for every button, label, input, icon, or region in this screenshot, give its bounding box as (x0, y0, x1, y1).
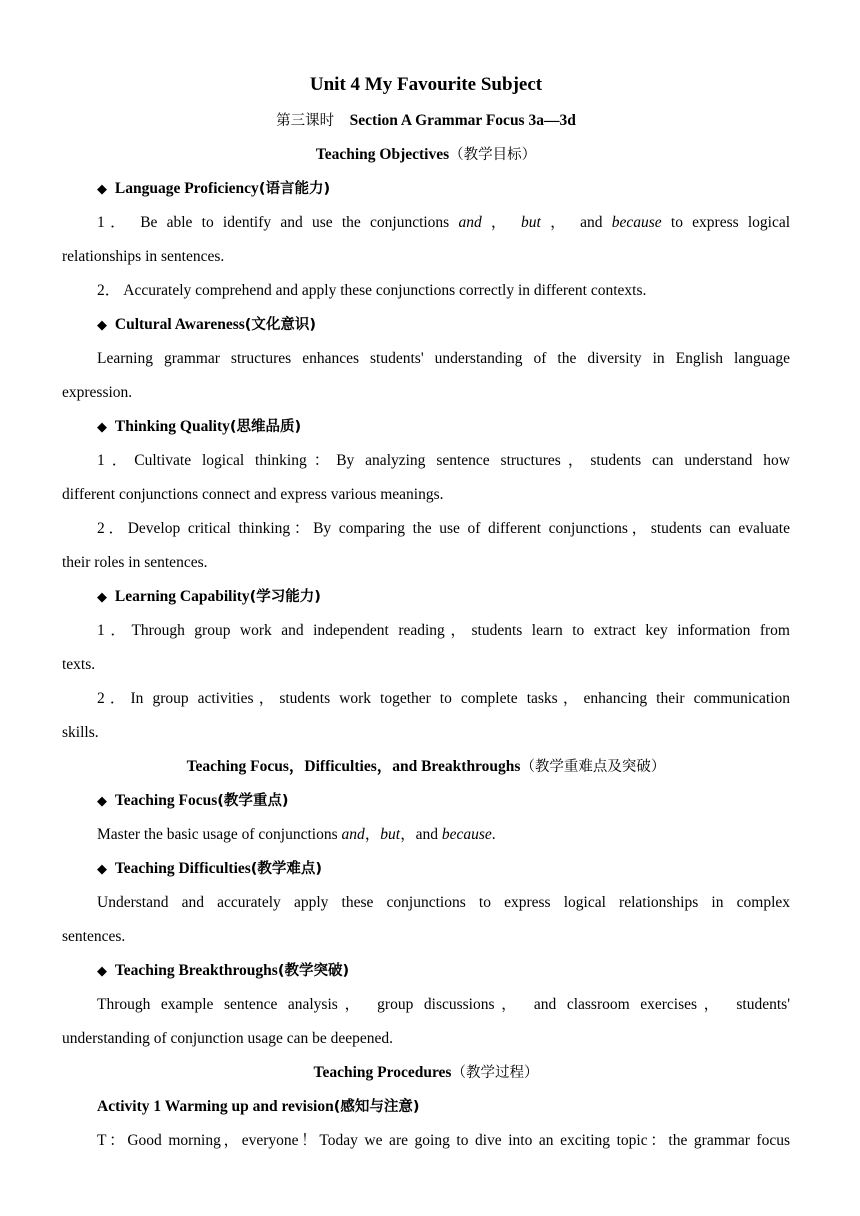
document-title: Unit 4 My Favourite Subject (309, 74, 543, 95)
document-page (62, 70, 790, 1158)
lesson-heading (62, 104, 790, 138)
item-text: . (491, 826, 496, 843)
diamond-bullet-icon: ◆ (97, 590, 107, 605)
thinking-item-1-cont: different conjunctions connect and express various meanings. (62, 486, 444, 503)
section-label: Language Proficiency (114, 180, 259, 197)
diamond-bullet-icon: ◆ (97, 794, 107, 809)
breakthroughs-text-1: Through example sentence analysis， group discussions， and classroom exercises， students' (97, 996, 790, 1013)
breakthroughs-text-2: understanding of conjunction usage can be deepened. (62, 1030, 393, 1047)
section-label: Learning Capability (114, 588, 250, 605)
section-label-cn: (语言能力) (258, 181, 331, 197)
section-label-cn: (教学突破) (277, 963, 350, 979)
cultural-text-1: Learning grammar structures enhances students' understanding of the diversity in English language (97, 350, 790, 367)
diamond-bullet-icon: ◆ (97, 318, 107, 333)
learning-item-2: 2．In group activities，students work together to complete tasks，enhancing their communication (97, 690, 790, 707)
section-label-cn: (教学难点) (250, 861, 323, 877)
item-text: ， (490, 214, 512, 231)
section-label-cn: (学习能力) (249, 589, 321, 605)
language-item-1-cont: relationships in sentences. (62, 248, 225, 265)
diamond-bullet-icon: ◆ (97, 862, 107, 877)
section-label: Cultural Awareness (114, 316, 245, 333)
procedures-heading-en: Teaching Procedures (313, 1064, 452, 1081)
thinking-item-2: 2．Develop critical thinking：By comparing the use of different conjunctions，students can evaluate (97, 520, 790, 537)
difficulties-text-1: Understand and accurately apply these conjunctions to express logical relationships in complex (97, 894, 790, 911)
objectives-heading-en: Teaching Objectives (315, 146, 450, 163)
keyword: and (458, 214, 482, 231)
keyword: but (521, 214, 541, 231)
teaching-focus-heading (62, 784, 790, 818)
thinking-quality-heading (62, 410, 790, 444)
item-text: ， and (550, 214, 612, 231)
procedure-text-1: T：Good morning，everyone！Today we are going to dive into an exciting topic：the grammar focus (97, 1132, 790, 1149)
keyword: and (341, 826, 365, 843)
diamond-bullet-icon: ◆ (97, 964, 107, 979)
section-label-cn: (文化意识) (244, 317, 317, 333)
cultural-text-2: expression. (62, 384, 133, 401)
activity-label: Activity 1 Warming up and revision (97, 1098, 334, 1115)
learning-capability-heading (62, 580, 790, 614)
language-item-2 (62, 274, 790, 308)
section-label: Thinking Quality (114, 418, 230, 435)
objectives-heading-cn: （教学目标） (449, 147, 537, 163)
keyword: but (380, 826, 401, 843)
activity-1-heading (62, 1090, 790, 1124)
focus-heading-en: Teaching Focus，Difficulties，and Breakthroughs (186, 758, 521, 775)
section-label-cn: (思维品质) (229, 419, 302, 435)
item-text: to express logical (670, 214, 791, 231)
section-label: Teaching Breakthroughs (114, 962, 278, 979)
lesson-number: 第三课时 (276, 113, 335, 129)
diamond-bullet-icon: ◆ (97, 420, 107, 435)
thinking-item-2-cont: their roles in sentences. (62, 554, 208, 571)
section-label: Teaching Focus (114, 792, 218, 809)
learning-item-2-cont: skills. (62, 724, 99, 741)
focus-heading-cn: （教学重难点及突破） (520, 759, 666, 775)
language-proficiency-heading (62, 172, 790, 206)
difficulties-text-2: sentences. (62, 928, 126, 945)
item-number: 1． (97, 214, 131, 231)
cultural-awareness-heading (62, 308, 790, 342)
section-label: Teaching Difficulties (114, 860, 251, 877)
item-text: ，and (400, 826, 442, 843)
learning-item-1-cont: texts. (62, 656, 96, 673)
procedures-heading (62, 1056, 790, 1090)
objectives-heading (62, 138, 790, 172)
diamond-bullet-icon: ◆ (97, 182, 107, 197)
procedures-heading-cn: （教学过程） (451, 1065, 539, 1081)
learning-item-1: 1．Through group work and independent reading，students learn to extract key information from (97, 622, 790, 639)
section-label-cn: (教学重点) (217, 793, 289, 809)
item-text: Be able to identify and use the conjunctions (140, 214, 459, 231)
item-number: 2． (97, 282, 121, 299)
item-text: Accurately comprehend and apply these conjunctions correctly in different contexts. (123, 282, 647, 299)
thinking-item-1: 1．Cultivate logical thinking：By analyzing sentence structures，students can understand how (97, 452, 790, 469)
language-item-1 (62, 206, 790, 240)
lesson-section: Section A Grammar Focus 3a—3d (349, 112, 576, 129)
item-text: ， (364, 826, 381, 843)
teaching-difficulties-heading (62, 852, 790, 886)
focus-heading (62, 750, 790, 784)
teaching-breakthroughs-heading (62, 954, 790, 988)
item-text: Master the basic usage of conjunctions (97, 826, 342, 843)
keyword: because (441, 826, 492, 843)
activity-label-cn: (感知与注意) (333, 1099, 420, 1115)
teaching-focus-text (62, 818, 790, 852)
keyword: because (611, 214, 662, 231)
